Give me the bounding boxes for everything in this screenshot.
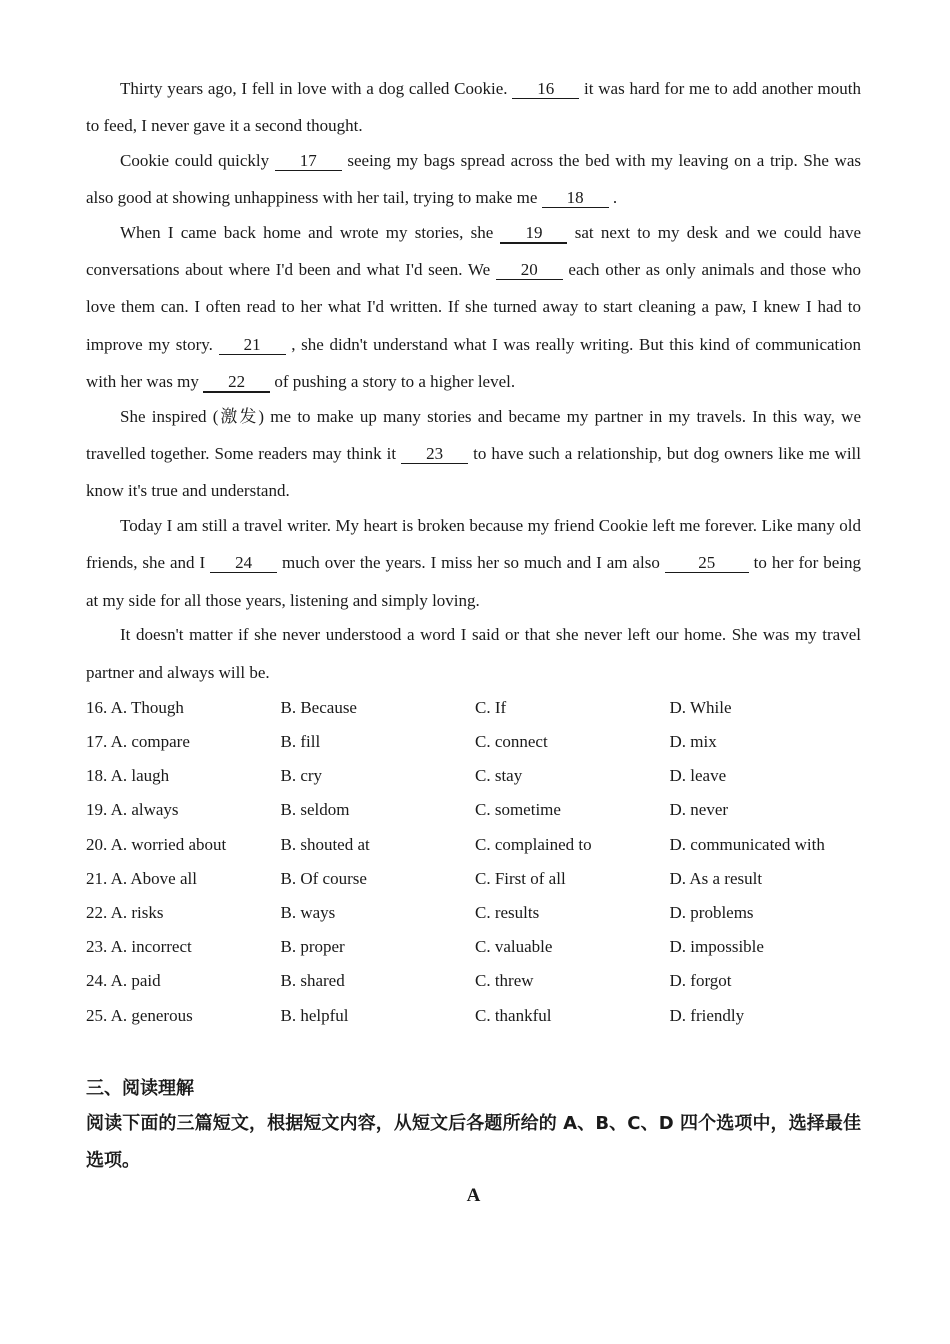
passage-label: A — [466, 1184, 481, 1206]
option-d: D. never — [669, 800, 729, 820]
question-row-18 — [86, 759, 861, 793]
question-number: 20. — [86, 834, 108, 854]
passage-text: it was hard for me to add another mouth to feed, I never gave it a second thought. — [86, 79, 862, 136]
option-b: B. Because — [280, 697, 357, 717]
blank-20: 20 — [496, 261, 563, 280]
option-b: B. shared — [280, 971, 345, 991]
option-b: B. shouted at — [280, 834, 370, 854]
option-c: C. results — [475, 903, 540, 923]
passage-text: Today I am still a travel writer. My heart is broken because my friend Cookie left me forever. Like many old friends, she and I — [86, 515, 861, 573]
option-a-text: A. Though — [110, 697, 184, 717]
question-row-20 — [86, 828, 861, 862]
option-d: D. leave — [669, 766, 727, 786]
question-row-22 — [86, 896, 861, 930]
option-a-text: A. always — [110, 800, 179, 820]
option-a-text: A. generous — [110, 1005, 193, 1025]
option-c: C. sometime — [475, 800, 561, 820]
passage-text: Cookie could quickly — [120, 150, 275, 170]
option-c: C. threw — [475, 971, 534, 991]
option-d: D. impossible — [669, 937, 764, 957]
blank-16: 16 — [512, 80, 579, 99]
question-row-17 — [86, 725, 861, 759]
passage-text: It doesn't matter if she never understood a word I said or that she never left our home. She was my travel partner and always will be. — [86, 625, 861, 682]
option-a — [86, 691, 281, 725]
option-a — [86, 725, 281, 759]
option-a-text: A. paid — [110, 971, 161, 991]
passage-text: Thirty years ago, I fell in love with a dog called Cookie. — [120, 79, 513, 98]
passage-text: seeing my bags spread across the bed with my leaving on a trip. She was also good at showing unhappiness with her tail, trying to make me — [86, 150, 861, 208]
option-d: D. While — [669, 697, 732, 717]
option-a — [86, 862, 281, 896]
option-a — [86, 828, 281, 862]
option-c: C. stay — [475, 766, 523, 786]
passage-text: to have such a relationship, but dog owners like me will know it's true and understand. — [86, 444, 862, 501]
option-d: D. communicated with — [669, 834, 825, 854]
option-d: D. friendly — [669, 1005, 745, 1025]
question-number: 23. — [86, 937, 108, 957]
blank-18: 18 — [542, 189, 609, 208]
option-d: D. forgot — [669, 971, 732, 991]
question-number: 19. — [86, 800, 108, 820]
option-a — [86, 793, 281, 827]
blank-24: 24 — [210, 554, 277, 573]
option-a-text: A. compare — [110, 732, 190, 752]
blank-23: 23 — [401, 445, 468, 464]
passage-text: much over the years. I miss her so much and I am also — [277, 553, 665, 573]
option-c: C. First of all — [475, 868, 566, 888]
option-c: C. connect — [475, 732, 548, 752]
passage-text: sat next to my desk and we could have conversations about where I'd been and what I'd seen. We — [86, 222, 861, 280]
question-number: 16. — [86, 697, 108, 717]
option-b: B. helpful — [280, 1005, 349, 1025]
option-c: C. valuable — [475, 937, 553, 957]
option-b: B. seldom — [280, 800, 350, 820]
passage-paragraph — [86, 214, 861, 401]
section-instruction: 阅读下面的三篇短文，根据短文内容，从短文后各题所给的 A、B、C、D 四个选项中，选择最佳选项。 — [86, 1112, 861, 1171]
question-number: 21. — [86, 868, 108, 888]
question-row-19 — [86, 793, 861, 827]
passage-text: . — [608, 188, 618, 208]
question-number: 22. — [86, 903, 108, 923]
option-a — [86, 930, 281, 964]
option-b: B. Of course — [280, 868, 367, 888]
question-number: 25. — [86, 1005, 108, 1025]
option-a — [86, 964, 281, 998]
cloze-passage — [86, 70, 861, 691]
option-a-text: A. worried about — [110, 834, 227, 854]
answer-options — [86, 691, 861, 1033]
option-b: B. cry — [280, 766, 323, 786]
passage-text: When I came back home and wrote my stories, she — [120, 222, 501, 242]
question-row-23 — [86, 930, 861, 964]
question-row-25 — [86, 999, 861, 1033]
passage-paragraph — [86, 616, 861, 691]
option-b: B. fill — [280, 732, 321, 752]
blank-22: 22 — [203, 373, 270, 393]
blank-25: 25 — [665, 554, 749, 573]
option-d: D. problems — [669, 903, 754, 923]
passage-text: of pushing a story to a higher level. — [270, 372, 516, 392]
blank-17: 17 — [275, 152, 342, 171]
option-a — [86, 999, 281, 1033]
question-row-16 — [86, 691, 861, 725]
section-title: 三、阅读理解 — [86, 1077, 194, 1099]
option-a-text: A. Above all — [110, 868, 197, 888]
passage-paragraph — [86, 70, 861, 145]
question-number: 18. — [86, 766, 108, 786]
passage-text: She inspired (激发) me to make up many stories and became my partner in my travels. In this way, we travelled together. Some readers may think it — [86, 406, 861, 464]
passage-text: to her for being at my side for all those years, listening and simply loving. — [86, 553, 861, 610]
option-a-text: A. incorrect — [110, 937, 192, 957]
option-a-text: A. risks — [110, 903, 164, 923]
question-row-21 — [86, 862, 861, 896]
question-row-24 — [86, 964, 861, 998]
option-b: B. ways — [280, 903, 336, 923]
document-page — [86, 70, 861, 1213]
passage-text: each other as only animals and those who love them can. I often read to her what I'd written. If she turned away to start cleaning a paw, I knew I had to improve my story. — [86, 260, 861, 354]
option-a — [86, 759, 281, 793]
question-number: 24. — [86, 971, 108, 991]
question-number: 17. — [86, 732, 108, 752]
blank-19: 19 — [500, 224, 567, 244]
passage-text: , she didn't understand what I was really writing. But this kind of communication with her was my — [86, 334, 861, 392]
passage-paragraph — [86, 507, 861, 619]
passage-paragraph — [86, 142, 861, 217]
option-c: C. thankful — [475, 1005, 552, 1025]
option-d: D. mix — [669, 732, 717, 752]
option-b: B. proper — [280, 937, 345, 957]
option-c: C. complained to — [475, 834, 592, 854]
option-d: D. As a result — [669, 868, 763, 888]
option-c: C. If — [475, 697, 507, 717]
option-a — [86, 896, 281, 930]
blank-21: 21 — [219, 336, 286, 355]
passage-paragraph — [86, 398, 861, 510]
option-a-text: A. laugh — [110, 766, 170, 786]
